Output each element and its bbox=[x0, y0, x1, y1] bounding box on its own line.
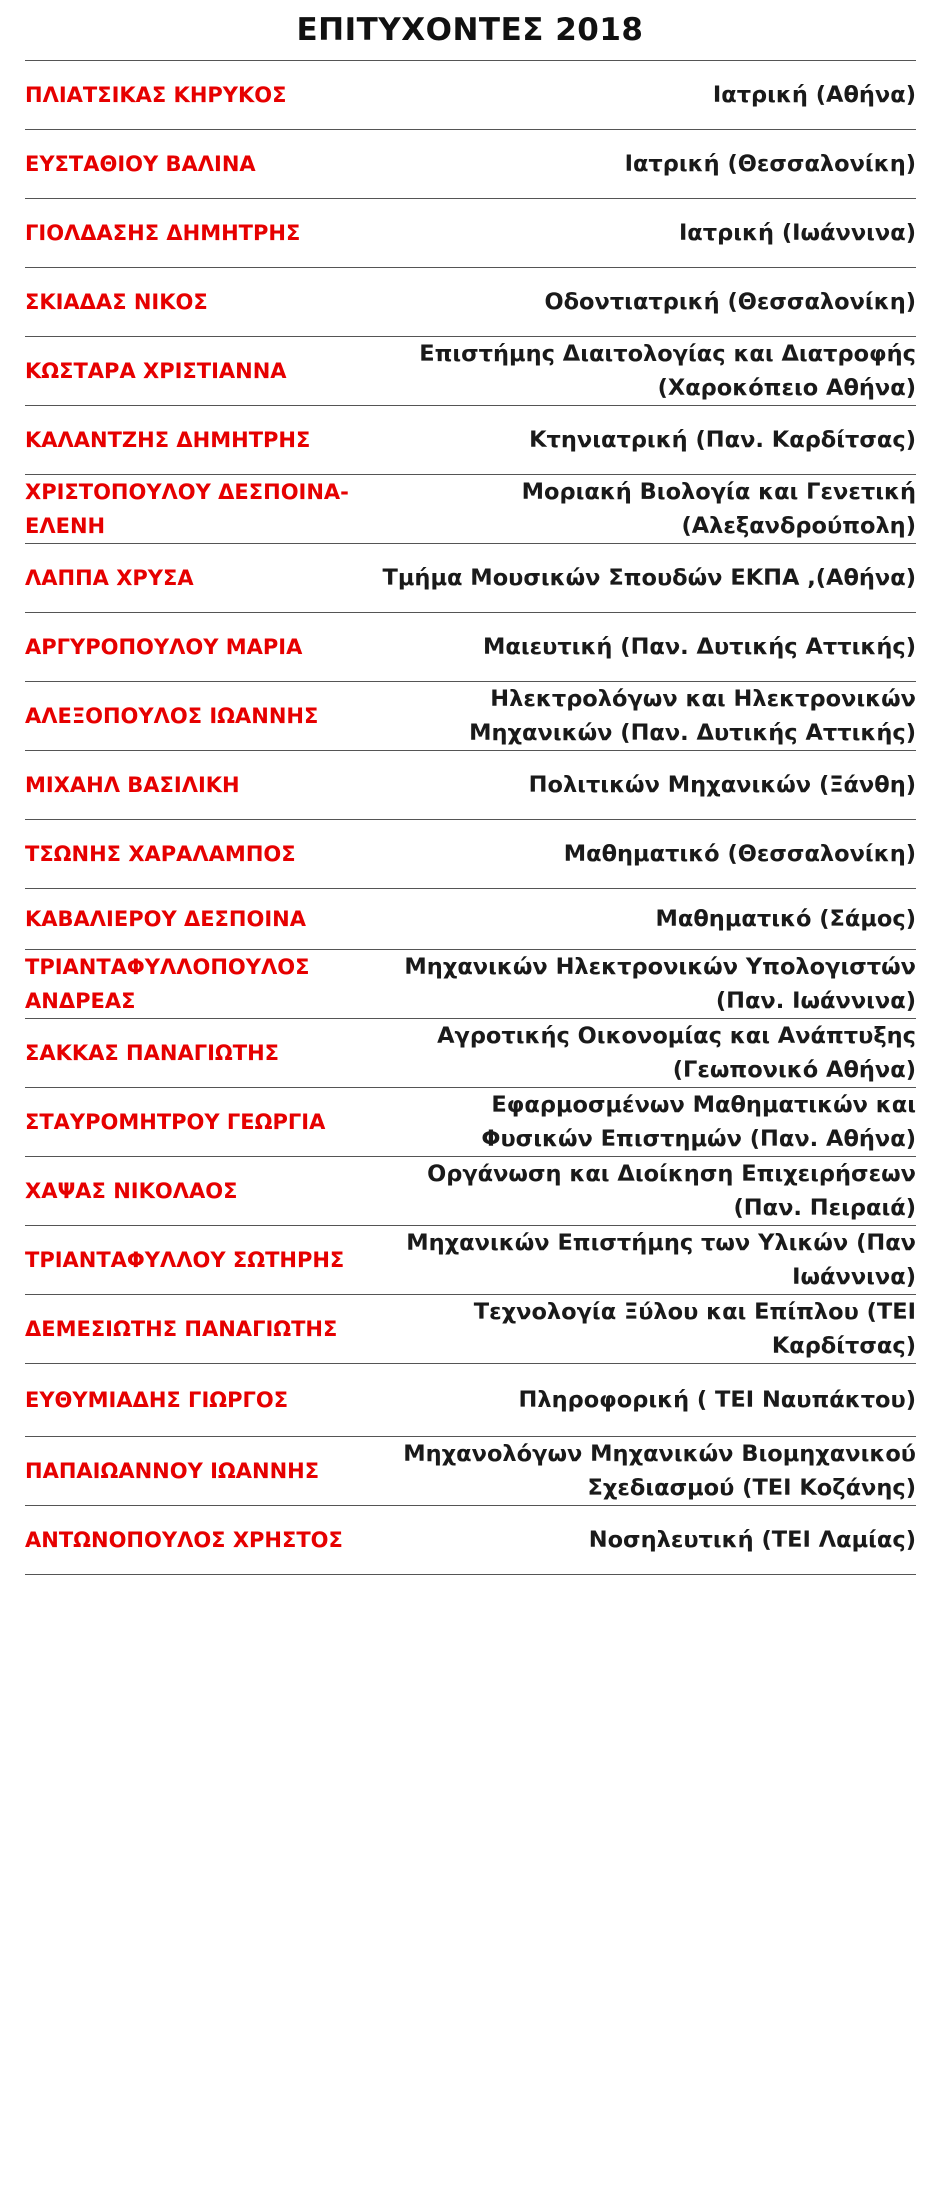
student-name: ΤΡΙΑΝΤΑΦΥΛΛΟΥ ΣΩΤΗΡΗΣ bbox=[25, 1248, 345, 1272]
student-name: ΚΑΒΑΛΙΕΡΟΥ ΔΕΣΠΟΙΝΑ bbox=[25, 907, 306, 931]
table-row bbox=[25, 1437, 916, 1506]
results-table bbox=[25, 61, 916, 1575]
page-title: ΕΠΙΤΥΧΟΝΤΕΣ 2018 bbox=[296, 12, 644, 48]
table-row bbox=[25, 1295, 916, 1364]
table-row bbox=[25, 544, 916, 613]
table-row bbox=[25, 61, 916, 130]
admitted-department: Μαιευτική (Παν. Δυτικής Αττικής) bbox=[482, 634, 916, 660]
table-row bbox=[25, 1226, 916, 1295]
student-name: ΠΛΙΑΤΣΙΚΑΣ ΚΗΡΥΚΟΣ bbox=[25, 83, 287, 107]
admitted-department: Επιστήμης Διαιτολογίας και Διατροφής (Χαροκόπειο Αθήνα) bbox=[419, 341, 916, 401]
table-row bbox=[25, 475, 916, 544]
table-row bbox=[25, 950, 916, 1019]
student-name: ΣΑΚΚΑΣ ΠΑΝΑΓΙΩΤΗΣ bbox=[25, 1041, 279, 1065]
student-name: ΑΛΕΞΟΠΟΥΛΟΣ ΙΩΑΝΝΗΣ bbox=[25, 704, 319, 728]
admitted-department: Μηχανικών Ηλεκτρονικών Υπολογιστών (Παν. Ιωάννινα) bbox=[404, 954, 916, 1014]
student-name: ΓΙΟΛΔΑΣΗΣ ΔΗΜΗΤΡΗΣ bbox=[25, 221, 301, 245]
admitted-department: Τεχνολογία Ξύλου και Επίπλου (ΤΕΙ Καρδίτσας) bbox=[473, 1299, 916, 1359]
admitted-department: Τμήμα Μουσικών Σπουδών ΕΚΠΑ ,(Αθήνα) bbox=[382, 565, 916, 591]
table-row bbox=[25, 406, 916, 475]
table-row bbox=[25, 1506, 916, 1575]
student-name: ΤΣΩΝΗΣ ΧΑΡΑΛΑΜΠΟΣ bbox=[25, 842, 296, 866]
admitted-department: Αγροτικής Οικονομίας και Ανάπτυξης (Γεωπονικό Αθήνα) bbox=[437, 1023, 916, 1083]
student-name: ΜΙΧΑΗΛ ΒΑΣΙΛΙΚΗ bbox=[25, 773, 240, 797]
admitted-department: Πολιτικών Μηχανικών (Ξάνθη) bbox=[528, 772, 916, 798]
admitted-department: Οδοντιατρική (Θεσσαλονίκη) bbox=[544, 289, 916, 315]
table-row bbox=[25, 889, 916, 950]
admitted-department: Ιατρική (Θεσσαλονίκη) bbox=[624, 151, 916, 177]
admitted-department: Μαθηματικό (Θεσσαλονίκη) bbox=[563, 841, 916, 867]
admitted-department: Ιατρική (Αθήνα) bbox=[712, 82, 916, 108]
student-name: ΕΥΣΤΑΘΙΟΥ ΒΑΛΙΝΑ bbox=[25, 152, 256, 176]
student-name: ΕΥΘΥΜΙΑΔΗΣ ΓΙΩΡΓΟΣ bbox=[25, 1388, 289, 1412]
student-name: ΛΑΠΠΑ ΧΡΥΣΑ bbox=[25, 566, 194, 590]
admitted-department: Μοριακή Βιολογία και Γενετική (Αλεξανδρούπολη) bbox=[521, 479, 916, 539]
table-row bbox=[25, 1088, 916, 1157]
table-row bbox=[25, 199, 916, 268]
admitted-department: Ιατρική (Ιωάννινα) bbox=[678, 220, 916, 246]
table-row bbox=[25, 337, 916, 406]
admitted-department: Πληροφορική ( ΤΕΙ Ναυπάκτου) bbox=[518, 1387, 916, 1413]
admitted-department: Κτηνιατρική (Παν. Καρδίτσας) bbox=[529, 427, 916, 453]
admitted-department: Μηχανικών Επιστήμης των Υλικών (Παν Ιωάννινα) bbox=[406, 1230, 916, 1290]
admitted-department: Εφαρμοσμένων Μαθηματικών και Φυσικών Επιστημών (Παν. Αθήνα) bbox=[481, 1092, 916, 1152]
student-name: ΤΡΙΑΝΤΑΦΥΛΛΟΠΟΥΛΟΣ ΑΝΔΡΕΑΣ bbox=[25, 955, 310, 1013]
student-name: ΚΩΣΤΑΡΑ ΧΡΙΣΤΙΑΝΝΑ bbox=[25, 359, 287, 383]
table-row bbox=[25, 613, 916, 682]
student-name: ΑΝΤΩΝΟΠΟΥΛΟΣ ΧΡΗΣΤΟΣ bbox=[25, 1528, 343, 1552]
student-name: ΑΡΓΥΡΟΠΟΥΛΟΥ ΜΑΡΙΑ bbox=[25, 635, 303, 659]
admitted-department: Μηχανολόγων Μηχανικών Βιομηχανικού Σχεδιασμού (ΤΕΙ Κοζάνης) bbox=[403, 1441, 916, 1501]
student-name: ΚΑΛΑΝΤΖΗΣ ΔΗΜΗΤΡΗΣ bbox=[25, 428, 311, 452]
student-name: ΧΡΙΣΤΟΠΟΥΛΟΥ ΔΕΣΠΟΙΝΑ-ΕΛΕΝΗ bbox=[25, 480, 349, 538]
admitted-department: Ηλεκτρολόγων και Ηλεκτρονικών Μηχανικών (Παν. Δυτικής Αττικής) bbox=[469, 686, 916, 746]
table-row bbox=[25, 820, 916, 889]
table-row bbox=[25, 130, 916, 199]
admitted-department: Οργάνωση και Διοίκηση Επιχειρήσεων (Παν. Πειραιά) bbox=[427, 1161, 916, 1221]
table-row bbox=[25, 1364, 916, 1437]
table-row bbox=[25, 1019, 916, 1088]
student-name: ΣΚΙΑΔΑΣ ΝΙΚΟΣ bbox=[25, 290, 208, 314]
student-name: ΣΤΑΥΡΟΜΗΤΡΟΥ ΓΕΩΡΓΙΑ bbox=[25, 1110, 326, 1134]
admitted-department: Νοσηλευτική (ΤΕΙ Λαμίας) bbox=[588, 1527, 916, 1553]
student-name: ΧΑΨΑΣ ΝΙΚΟΛΑΟΣ bbox=[25, 1179, 238, 1203]
student-name: ΠΑΠΑΙΩΑΝΝΟΥ ΙΩΑΝΝΗΣ bbox=[25, 1459, 320, 1483]
table-row bbox=[25, 682, 916, 751]
table-row bbox=[25, 751, 916, 820]
table-row bbox=[25, 1157, 916, 1226]
admitted-department: Μαθηματικό (Σάμος) bbox=[655, 906, 916, 932]
table-row bbox=[25, 268, 916, 337]
student-name: ΔΕΜΕΣΙΩΤΗΣ ΠΑΝΑΓΙΩΤΗΣ bbox=[25, 1317, 338, 1341]
